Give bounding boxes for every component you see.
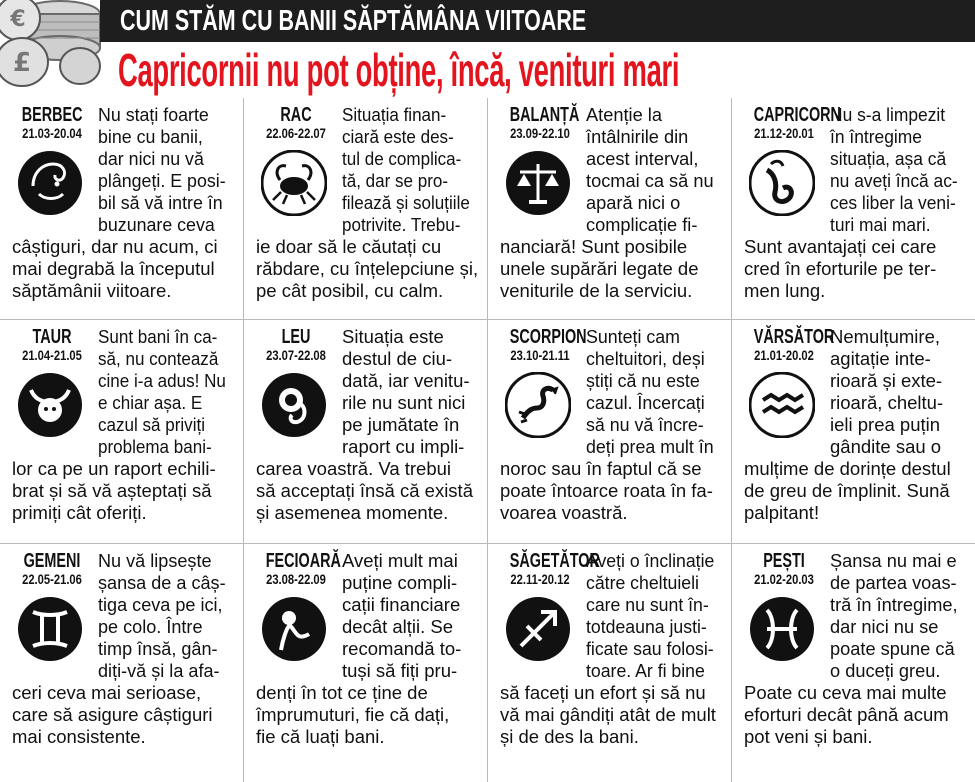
text-line: tocmai ca să nu bbox=[586, 170, 714, 191]
text-line: deți prea mult în bbox=[586, 436, 714, 457]
sign-dates: 21.12-20.01 bbox=[754, 125, 814, 141]
text-line: care nu sunt în- bbox=[586, 594, 709, 615]
text-line: să, nu contează bbox=[98, 348, 219, 369]
text-line: nanciară! Sunt posibile bbox=[500, 236, 688, 257]
text-line: rioară și exte- bbox=[830, 370, 943, 391]
text-line: noroc sau în faptul că se bbox=[500, 458, 702, 479]
text-line: mai consistente. bbox=[12, 726, 146, 747]
text-line: mulțime de dorințe destul bbox=[744, 458, 951, 479]
sign-text-full bbox=[12, 458, 216, 524]
text-line: mai degrabă la începutul bbox=[12, 258, 215, 279]
text-line: filează și soluțiile bbox=[342, 192, 470, 213]
sign-text-full bbox=[256, 458, 473, 524]
sign-text-full bbox=[256, 236, 478, 302]
sign-text-side bbox=[586, 550, 720, 682]
sign-text-side bbox=[98, 550, 229, 682]
text-line: Aveți o înclinație bbox=[586, 550, 715, 571]
sign-header bbox=[10, 550, 94, 587]
horoscope-cell-vărsător bbox=[732, 320, 975, 544]
sign-name: LEU bbox=[281, 326, 311, 348]
gemini-twins-icon bbox=[17, 596, 83, 662]
text-line: de partea voas- bbox=[830, 572, 957, 593]
svg-text:€: € bbox=[10, 7, 26, 32]
article-headline: Capricornii nu pot obține, încă, venituri mari bbox=[118, 44, 680, 96]
taurus-bull-icon bbox=[17, 372, 83, 438]
sign-text-side bbox=[98, 326, 237, 458]
text-line: unele supărări legate de bbox=[500, 258, 699, 279]
sign-dates: 23.08-22.09 bbox=[266, 571, 326, 587]
text-line: tiga ceva pe ici, bbox=[98, 594, 223, 615]
horoscope-cell-gemeni bbox=[0, 544, 243, 768]
aquarius-water-bearer-icon bbox=[749, 372, 815, 438]
text-line: dată, iar venitu- bbox=[342, 370, 470, 391]
text-line: săptămânii viitoare. bbox=[12, 280, 172, 301]
text-line: nu aveți încă ac- bbox=[830, 170, 958, 191]
text-line: rioară, cheltu- bbox=[830, 392, 944, 413]
text-line: cazul. Încercați bbox=[586, 392, 705, 413]
text-line: decât alții. Se bbox=[342, 616, 454, 637]
sign-name: CAPRICORN bbox=[753, 104, 841, 126]
text-line: cine i-a adus! Nu bbox=[98, 370, 226, 391]
sign-text-side bbox=[830, 104, 966, 236]
text-line: și de des la bani. bbox=[500, 726, 639, 747]
text-line: vă mai gândiți atât de mult bbox=[500, 704, 716, 725]
text-line: primiți cât oferiți. bbox=[12, 502, 147, 523]
text-line: fie că luați bani. bbox=[256, 726, 385, 747]
text-line: timp însă, gân- bbox=[98, 638, 218, 659]
text-line: de greu de împlinit. Sună bbox=[744, 480, 950, 501]
text-line: toare. Ar fi bine bbox=[586, 660, 705, 681]
text-line: câștiguri, dar nu acum, ci bbox=[12, 236, 218, 257]
sign-text-full bbox=[500, 682, 716, 748]
horoscope-cell-pești bbox=[732, 544, 975, 768]
text-line: ces liber la veni- bbox=[830, 192, 956, 213]
text-line: eforturi decât până acum bbox=[744, 704, 949, 725]
sign-dates: 21.04-21.05 bbox=[22, 347, 82, 363]
text-line: poate întoarce roata în fa- bbox=[500, 480, 713, 501]
sign-name: RAC bbox=[280, 104, 312, 126]
sign-dates: 22.06-22.07 bbox=[266, 125, 326, 141]
text-line: destul de ciu- bbox=[342, 348, 453, 369]
text-line: către cheltuieli bbox=[586, 572, 699, 593]
sign-header bbox=[498, 326, 587, 363]
sign-text-full bbox=[744, 236, 936, 302]
sagittarius-archer-icon bbox=[505, 596, 571, 662]
text-line: știți că nu este bbox=[586, 370, 700, 391]
text-line: dar nici nu se bbox=[830, 616, 939, 637]
text-line: și asemenea momente. bbox=[256, 502, 449, 523]
svg-text:£: £ bbox=[12, 48, 32, 78]
text-line: agitație inte- bbox=[830, 348, 931, 369]
text-line: Aveți mult mai bbox=[342, 550, 458, 571]
sign-header bbox=[742, 326, 835, 363]
text-line: Atenție la bbox=[586, 104, 662, 125]
text-line: care să asigure câștiguri bbox=[12, 704, 213, 725]
sign-text-side bbox=[830, 550, 960, 682]
text-line: ceri ceva mai serioase, bbox=[12, 682, 202, 703]
text-line: pe jumătate în bbox=[342, 414, 460, 435]
sign-name: SCORPION bbox=[509, 326, 587, 348]
text-line: Sunt avantajați cei care bbox=[744, 236, 937, 257]
text-line: Situația finan- bbox=[342, 104, 447, 125]
horoscope-cell-berbec bbox=[0, 98, 243, 322]
text-line: tră în întregime, bbox=[830, 594, 958, 615]
sign-name: GEMENI bbox=[23, 550, 81, 572]
text-line: puține compli- bbox=[342, 572, 458, 593]
sign-header bbox=[254, 104, 338, 141]
sign-text-full bbox=[744, 458, 951, 524]
text-line: să acceptați însă că există bbox=[256, 480, 473, 501]
sign-text-side bbox=[586, 326, 719, 458]
sign-name: VĂRSĂTOR bbox=[753, 326, 835, 348]
text-line: Nu stați foarte bbox=[98, 104, 209, 125]
horoscope-cell-leu bbox=[244, 320, 487, 544]
horoscope-cell-săgetător bbox=[488, 544, 731, 768]
section-kicker: CUM STĂM CU BANII SĂPTĂMÂNA VIITOARE bbox=[120, 5, 587, 37]
text-line: cheltuitori, deși bbox=[586, 348, 705, 369]
sign-header bbox=[10, 326, 94, 363]
text-line: potrivite. Trebu- bbox=[342, 214, 461, 235]
sign-text-full bbox=[12, 236, 218, 302]
text-line: Poate cu ceva mai multe bbox=[744, 682, 947, 703]
libra-scales-icon bbox=[505, 150, 571, 216]
horoscope-cell-capricorn bbox=[732, 98, 975, 322]
sign-name: TAUR bbox=[32, 326, 72, 348]
text-line: turi mai mari. bbox=[830, 214, 931, 235]
text-line: voarea voastră. bbox=[500, 502, 628, 523]
text-line: dar nici nu vă bbox=[98, 148, 204, 169]
text-line: problema bani- bbox=[98, 436, 212, 457]
text-line: o duceți greu. bbox=[830, 660, 941, 681]
text-line: cații financiare bbox=[342, 594, 461, 615]
cancer-crab-icon bbox=[261, 150, 327, 216]
text-line: pot veni și bani. bbox=[744, 726, 873, 747]
sign-dates: 23.10-21.11 bbox=[510, 347, 570, 363]
text-line: lor ca pe un raport echili- bbox=[12, 458, 216, 479]
text-line: tuși să fiți pru- bbox=[342, 660, 458, 681]
text-line: poate spune că bbox=[830, 638, 955, 659]
text-line: întâlnirile din bbox=[586, 126, 689, 147]
sign-text-full bbox=[256, 682, 449, 748]
horoscope-cell-scorpion bbox=[488, 320, 731, 544]
text-line: ficate sau folosi- bbox=[586, 638, 714, 659]
coins-stack-illustration bbox=[0, 0, 112, 88]
aries-ram-icon bbox=[17, 150, 83, 216]
text-line: situația, așa că bbox=[830, 148, 947, 169]
sign-dates: 21.03-20.04 bbox=[22, 125, 82, 141]
text-line: palpitant! bbox=[744, 502, 820, 523]
text-line: pe colo. Între bbox=[98, 616, 203, 637]
text-line: în întregime bbox=[830, 126, 922, 147]
sign-header bbox=[498, 104, 582, 141]
text-line: răbdare, cu înțelepciune și, bbox=[256, 258, 479, 279]
sign-name: BERBEC bbox=[21, 104, 83, 126]
text-line: tă, dar se pro- bbox=[342, 170, 449, 191]
sign-text-side bbox=[342, 104, 481, 236]
text-line: șansa de a câș- bbox=[98, 572, 226, 593]
text-line: men lung. bbox=[744, 280, 826, 301]
sign-header bbox=[254, 550, 341, 587]
horoscope-cell-taur bbox=[0, 320, 243, 544]
text-line: rile nu sunt nici bbox=[342, 392, 466, 413]
horoscope-cell-rac bbox=[244, 98, 487, 322]
section-header-bar bbox=[100, 0, 975, 42]
sign-text-side bbox=[98, 104, 231, 236]
sign-text-full bbox=[12, 682, 213, 748]
capricorn-goat-icon bbox=[749, 150, 815, 216]
sign-text-side bbox=[830, 326, 943, 458]
sign-name: SĂGETĂTOR bbox=[509, 550, 600, 572]
sign-header bbox=[498, 550, 600, 587]
text-line: acest interval, bbox=[586, 148, 699, 169]
text-line: Nu vă lipsește bbox=[98, 550, 212, 571]
text-line: să faceți un efort și să nu bbox=[500, 682, 706, 703]
text-line: Sunteți cam bbox=[586, 326, 680, 347]
sign-text-full bbox=[500, 458, 713, 524]
text-line: e chiar așa. E bbox=[98, 392, 203, 413]
text-line: complicație fi- bbox=[586, 214, 698, 235]
sign-dates: 23.07-22.08 bbox=[266, 347, 326, 363]
text-line: cazul să priviți bbox=[98, 414, 206, 435]
horoscope-cell-fecioară bbox=[244, 544, 487, 768]
text-line: carea voastră. Va trebui bbox=[256, 458, 452, 479]
sign-text-full bbox=[500, 236, 699, 302]
text-line: diți-vă și la afa- bbox=[98, 660, 220, 681]
sign-dates: 22.11-20.12 bbox=[510, 571, 570, 587]
sign-dates: 23.09-22.10 bbox=[510, 125, 570, 141]
sign-text-full bbox=[744, 682, 949, 748]
text-line: bil să vă intre în bbox=[98, 192, 223, 213]
text-line: să nu vă încre- bbox=[586, 414, 704, 435]
text-line: Șansa nu mai e bbox=[830, 550, 957, 571]
sign-text-side bbox=[586, 104, 716, 236]
text-line: raport cu impli- bbox=[342, 436, 465, 457]
text-line: tul de complica- bbox=[342, 148, 462, 169]
text-line: bine cu banii, bbox=[98, 126, 203, 147]
sign-name: PEȘTI bbox=[763, 550, 805, 572]
text-line: Situația este bbox=[342, 326, 444, 347]
text-line: brat și să vă așteptați să bbox=[12, 480, 212, 501]
sign-text-side bbox=[342, 550, 461, 682]
text-line: ie doar să le căutați cu bbox=[256, 236, 442, 257]
sign-dates: 21.01-20.02 bbox=[754, 347, 814, 363]
text-line: buzunare ceva bbox=[98, 214, 215, 235]
text-line: plângeți. E posi- bbox=[98, 170, 226, 191]
sign-header bbox=[742, 550, 826, 587]
pisces-fish-icon bbox=[749, 596, 815, 662]
sign-dates: 21.02-20.03 bbox=[754, 571, 814, 587]
text-line: apară nici o bbox=[586, 192, 681, 213]
text-line: Nemulțumire, bbox=[830, 326, 940, 347]
sign-name: FECIOARĂ bbox=[265, 550, 341, 572]
text-line: totdeauna justi- bbox=[586, 616, 707, 637]
text-line: pe cât posibil, cu calm. bbox=[256, 280, 444, 301]
text-line: gândite sau o bbox=[830, 436, 942, 457]
text-line: ciară este des- bbox=[342, 126, 454, 147]
text-line: Sunt bani în ca- bbox=[98, 326, 218, 347]
sign-text-side bbox=[342, 326, 470, 458]
sign-dates: 22.05-21.06 bbox=[22, 571, 82, 587]
virgo-maiden-icon bbox=[261, 596, 327, 662]
text-line: împrumuturi, fie că dați, bbox=[256, 704, 450, 725]
text-line: Nu s-a limpezit bbox=[830, 104, 946, 125]
sign-header bbox=[10, 104, 94, 141]
text-line: ieli prea puțin bbox=[830, 414, 941, 435]
scorpio-scorpion-icon bbox=[505, 372, 571, 438]
text-line: veniturile de la serviciu. bbox=[500, 280, 693, 301]
horoscope-cell-balanță bbox=[488, 98, 731, 322]
text-line: cred în eforturile pe ter- bbox=[744, 258, 937, 279]
sign-name: BALANȚĂ bbox=[509, 104, 580, 126]
sign-header bbox=[742, 104, 841, 141]
leo-lion-icon bbox=[261, 372, 327, 438]
text-line: denți în tot ce ține de bbox=[256, 682, 428, 703]
sign-header bbox=[254, 326, 338, 363]
text-line: recomandă to- bbox=[342, 638, 462, 659]
